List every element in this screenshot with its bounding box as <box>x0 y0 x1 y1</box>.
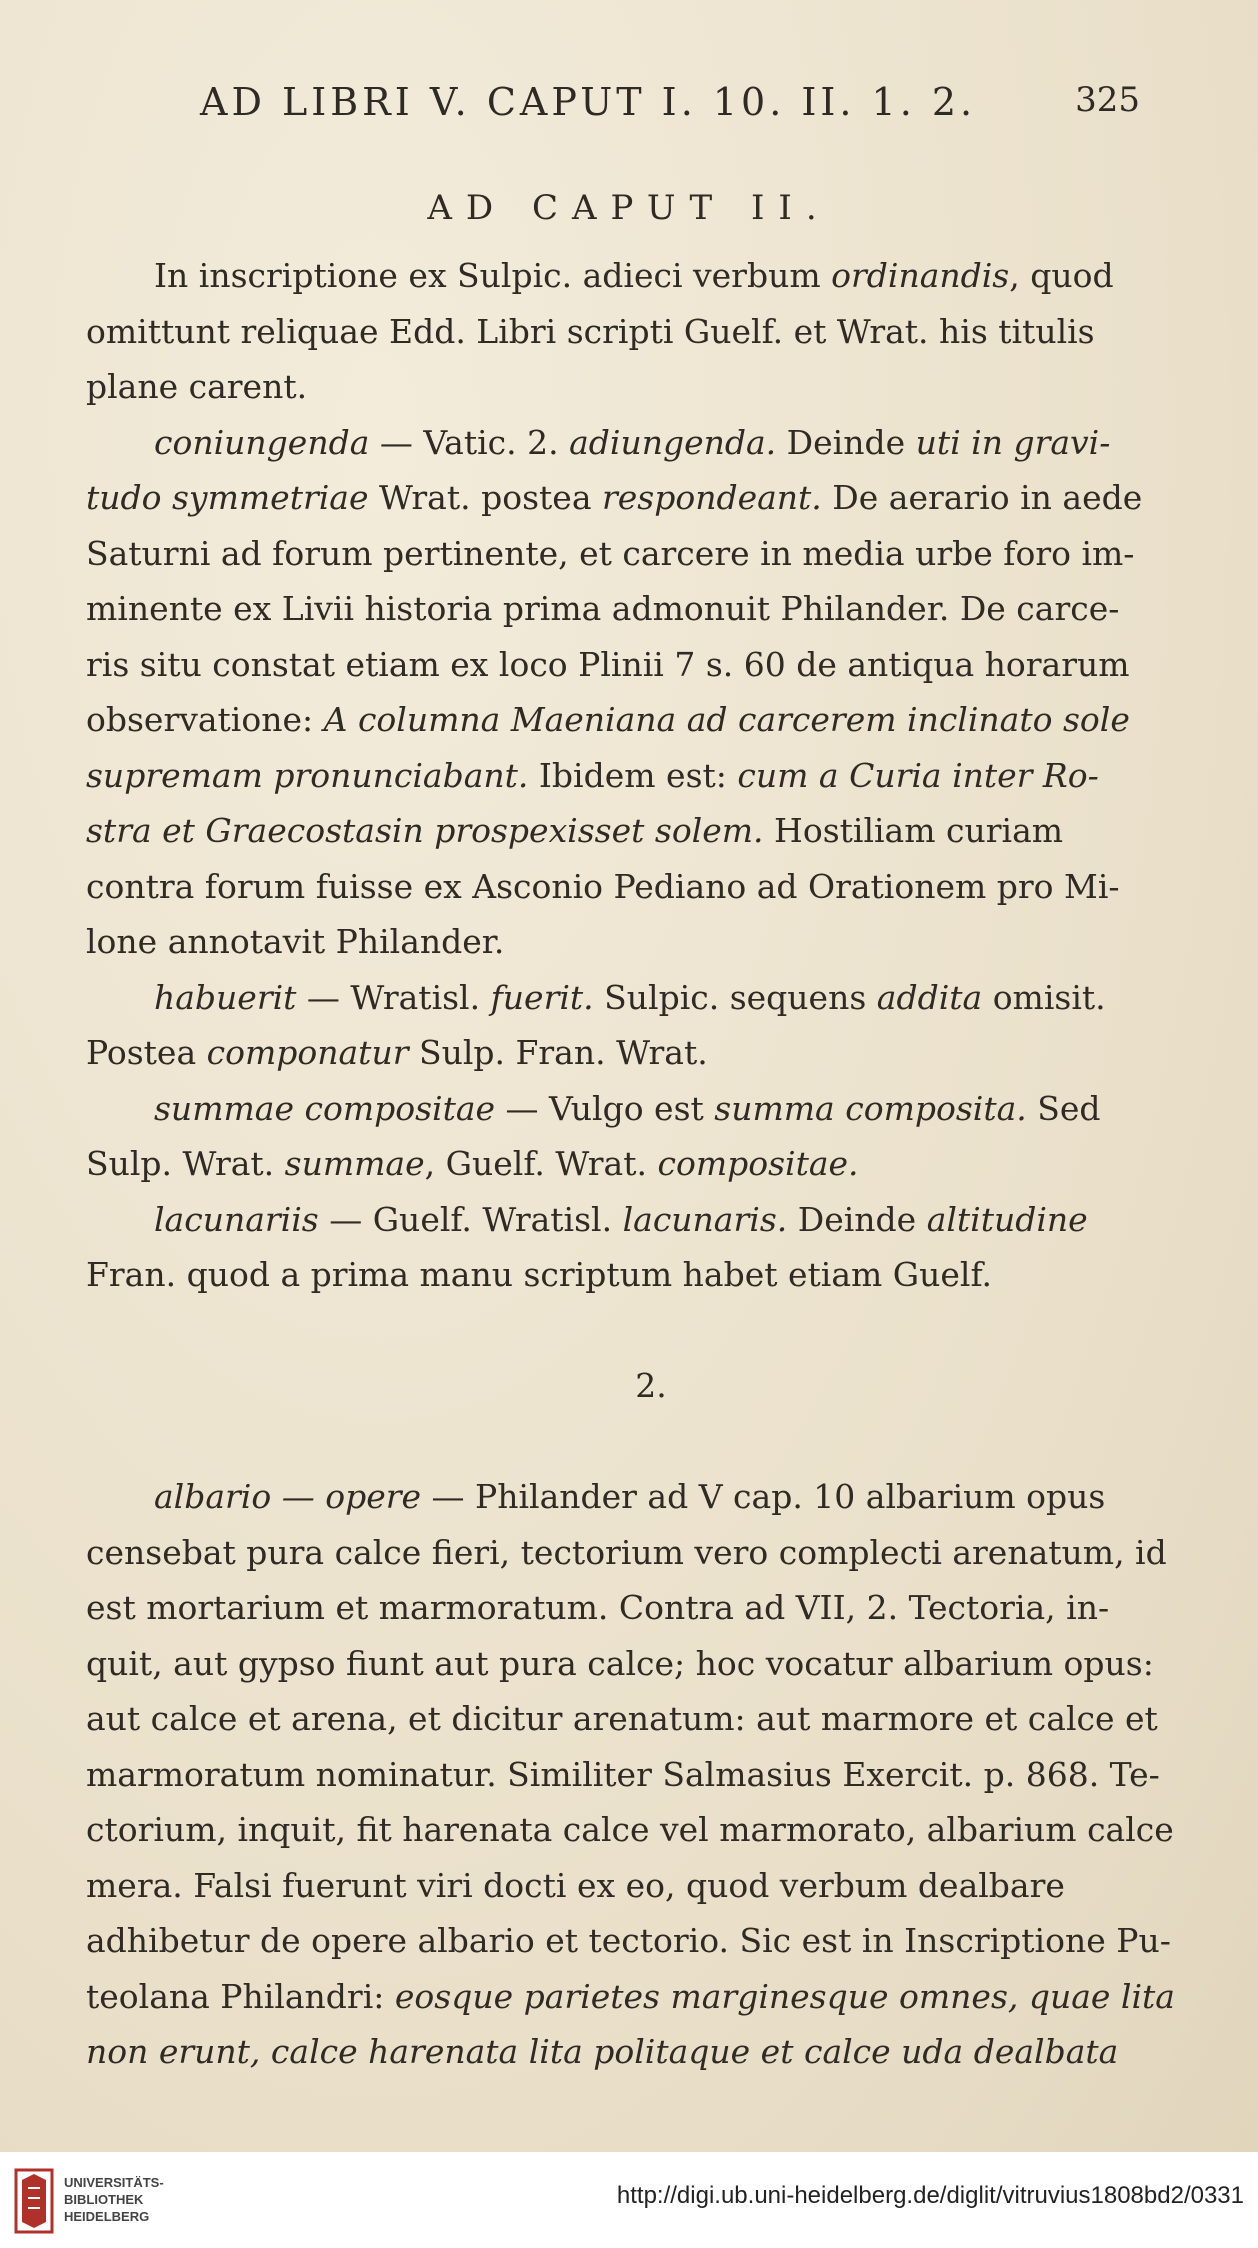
text-run: aut calce et arena, et dicitur arenatum: aut marmore et calce et <box>86 1699 1158 1738</box>
italic-text-run: altitudine <box>926 1199 1088 1239</box>
text-line <box>86 415 1176 471</box>
text-run: ris situ constat etiam ex loco Plinii 7 s. 60 de antiqua horarum <box>86 644 1130 684</box>
text-line <box>86 470 1176 526</box>
text-run: est mortarium et marmoratum. Contra ad VII, 2. Tectoria, in- <box>86 1588 1110 1627</box>
text-line <box>86 1580 1176 1636</box>
text-line <box>86 803 1176 859</box>
text-run: Sulp. Wrat. <box>86 1144 285 1183</box>
text-line <box>86 581 1176 637</box>
text-run: teolana Philandri: <box>86 1976 395 2016</box>
text-line <box>86 1969 1176 2025</box>
text-run: , quod <box>1009 256 1114 295</box>
page-number: 325 <box>1075 80 1140 120</box>
text-run: — Philander ad V cap. 10 albarium opus <box>421 1477 1106 1516</box>
text-run: contra forum fuisse ex Asconio Pediano ad Orationem pro Mi- <box>86 866 1120 906</box>
text-run: Sulp. Fran. Wrat. <box>408 1033 708 1072</box>
italic-text-run: summa composita. <box>714 1088 1027 1128</box>
source-url-link[interactable]: http://digi.ub.uni-heidelberg.de/diglit/vitruvius1808bd2/0331 <box>616 2182 1244 2209</box>
logo-line: HEIDELBERG <box>64 2209 150 2224</box>
text-line <box>86 2024 1176 2080</box>
italic-text-run: compositae. <box>657 1144 859 1183</box>
italic-text-run: lacunariis <box>154 1199 319 1239</box>
italic-text-run: non erunt, calce harenata lita politaque et calce uda dealbata <box>86 2032 1119 2071</box>
italic-text-run: tudo symmetriae <box>86 478 369 517</box>
university-seal-icon <box>14 2166 54 2236</box>
text-line <box>86 692 1176 748</box>
text-run: Fran. quod a prima manu scriptum habet etiam Guelf. <box>86 1255 993 1294</box>
text-line <box>86 1025 1176 1081</box>
text-run: Deinde <box>776 422 916 462</box>
italic-text-run: A columna Maeniana ad carcerem inclinato sole <box>323 700 1130 739</box>
text-line <box>86 1858 1176 1914</box>
text-run: observatione: <box>86 700 324 739</box>
text-line <box>86 1136 1176 1192</box>
text-run: adhibetur de opere albario et tectorio. Sic est in Inscriptione Pu- <box>86 1921 1171 1960</box>
italic-text-run: eosque parietes marginesque omnes, quae lita <box>394 1976 1175 2016</box>
text-line <box>86 914 1176 970</box>
text-line <box>86 1747 1176 1803</box>
logo-line: BIBLIOTHEK <box>64 2192 144 2207</box>
text-run: Sed <box>1026 1088 1101 1128</box>
text-run: In inscriptione ex Sulpic. adieci verbum <box>154 256 832 295</box>
footer-bar <box>0 2152 1258 2248</box>
text-line <box>86 359 1176 415</box>
text-run: De aerario in aede <box>821 478 1143 517</box>
text-line <box>86 970 1176 1026</box>
text-run: Wrat. postea <box>368 478 602 517</box>
italic-text-run: supremam pronunciabant. <box>86 755 529 795</box>
italic-text-run: componatur <box>206 1033 409 1072</box>
text-run: mera. Falsi fuerunt viri docti ex eo, quod verbum dealbare <box>86 1865 1065 1905</box>
italic-text-run: respondeant. <box>601 478 822 517</box>
text-run: omittunt reliquae Edd. Libri scripti Guelf. et Wrat. his titulis <box>86 311 1095 351</box>
text-run: omisit. <box>982 977 1106 1017</box>
italic-text-run: albario — opere <box>154 1477 422 1516</box>
text-line <box>86 1469 1176 1525</box>
italic-text-run: summae compositae <box>154 1088 496 1128</box>
text-run: Postea <box>86 1033 207 1072</box>
italic-text-run: fuerit. <box>490 977 594 1017</box>
text-run: Deinde <box>787 1199 927 1239</box>
text-run: lone annotavit Philander. <box>86 922 505 961</box>
text-line <box>86 1247 1176 1303</box>
section-title: AD CAPUT II. <box>427 188 831 228</box>
text-run: Sulpic. sequens <box>593 977 877 1017</box>
italic-text-run: adiungenda. <box>569 422 777 462</box>
spacer <box>86 1414 1176 1470</box>
italic-text-run: coniungenda <box>154 422 370 462</box>
text-line <box>86 1081 1176 1137</box>
running-head <box>200 80 1140 130</box>
text-line <box>86 637 1176 693</box>
text-line <box>86 1525 1176 1581</box>
text-line <box>86 1691 1176 1747</box>
text-line <box>86 304 1176 360</box>
text-run: — Guelf. Wratisl. <box>318 1199 623 1239</box>
text-run: , Guelf. Wrat. <box>424 1144 658 1183</box>
text-line <box>86 1636 1176 1692</box>
text-run: — Vulgo est <box>495 1088 715 1128</box>
text-run: Saturni ad forum pertinente, et carcere in media urbe foro im- <box>86 533 1135 573</box>
italic-text-run: stra et Graecostasin prospexisset solem. <box>86 811 764 850</box>
text-run: quit, aut gypso fiunt aut pura calce; hoc vocatur albarium opus: <box>86 1643 1154 1683</box>
text-run: ctorium, inquit, fit harenata calce vel marmorato, albarium calce <box>86 1810 1174 1849</box>
italic-text-run: uti in gravi- <box>915 422 1111 462</box>
text-run: — Vatic. 2. <box>369 422 570 462</box>
italic-text-run: summae <box>284 1144 425 1183</box>
text-run: — Wratisl. <box>296 977 491 1017</box>
logo-line: UNIVERSITÄTS- <box>64 2175 164 2190</box>
text-line <box>86 748 1176 804</box>
text-run: plane carent. <box>86 367 308 406</box>
spacer <box>86 1303 1176 1359</box>
text-run: censebat pura calce fieri, tectorium vero complecti arenatum, id <box>86 1532 1167 1572</box>
italic-text-run: addita <box>876 977 983 1017</box>
text-run: Hostiliam curiam <box>763 811 1064 850</box>
library-logo-text <box>64 2174 164 2225</box>
running-head-title: AD LIBRI V. CAPUT I. 10. II. 1. 2. <box>200 80 977 124</box>
italic-text-run: ordinandis <box>831 256 1010 295</box>
text-line <box>86 248 1176 304</box>
text-run: Ibidem est: <box>528 755 738 795</box>
text-line <box>86 526 1176 582</box>
text-line <box>86 859 1176 915</box>
italic-text-run: cum a Curia inter Ro- <box>737 755 1099 795</box>
italic-text-run: lacunaris. <box>622 1199 788 1239</box>
text-line <box>86 1192 1176 1248</box>
body-text <box>86 248 1176 2080</box>
italic-text-run: habuerit <box>154 977 297 1017</box>
text-run: marmoratum nominatur. Similiter Salmasius Exercit. p. 868. Te- <box>86 1754 1160 1794</box>
text-line <box>86 1913 1176 1969</box>
text-line <box>86 1802 1176 1858</box>
section-number: 2. <box>635 1366 667 1405</box>
text-run: minente ex Livii historia prima admonuit Philander. De carce- <box>86 589 1120 628</box>
